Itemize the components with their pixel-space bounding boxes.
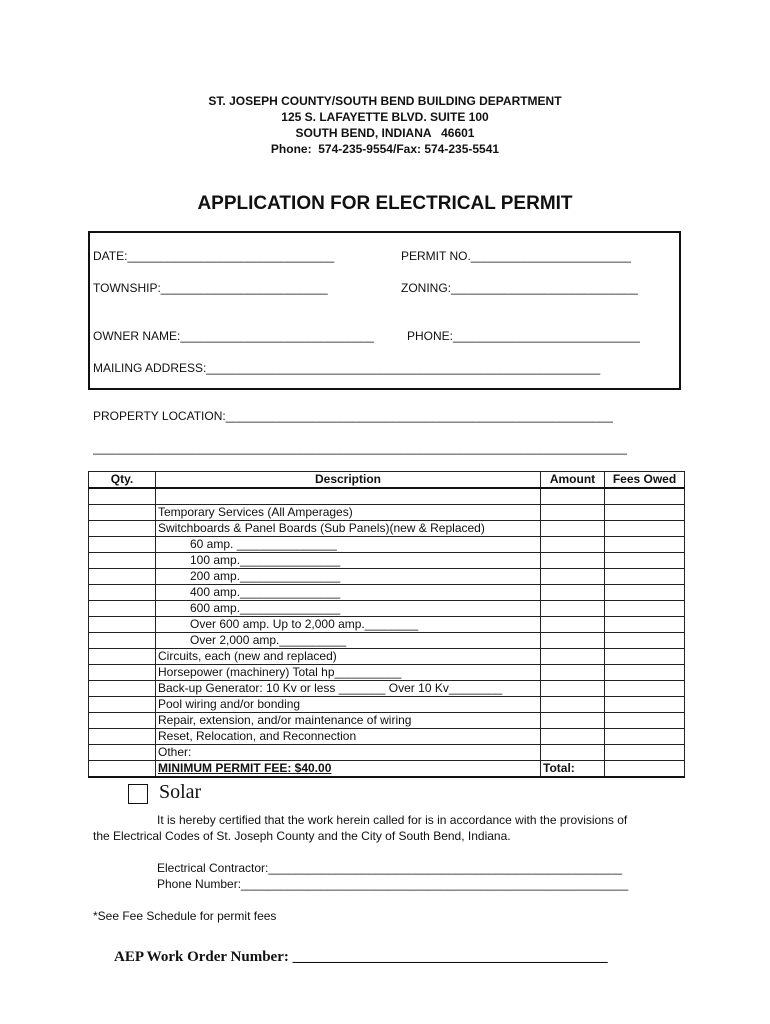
table-row bbox=[89, 713, 685, 729]
cell-qty[interactable] bbox=[89, 601, 156, 617]
table-row bbox=[89, 745, 685, 761]
cell-fees-owed[interactable] bbox=[605, 585, 685, 601]
cell-description: Other: bbox=[156, 745, 541, 761]
certification-line1: It is hereby certified that the work herein called for is in accordance with the provisions of bbox=[157, 813, 628, 827]
header-qty: Qty. bbox=[89, 472, 156, 489]
cell-fees-owed[interactable] bbox=[605, 665, 685, 681]
table-row bbox=[89, 601, 685, 617]
aep-work-order-field[interactable]: AEP Work Order Number: __________________________________________ bbox=[114, 949, 608, 965]
cell-description: Circuits, each (new and replaced) bbox=[156, 649, 541, 665]
cell-fees-owed[interactable] bbox=[605, 713, 685, 729]
cell-fees-owed[interactable] bbox=[605, 729, 685, 745]
property-location-field[interactable]: PROPERTY LOCATION:__________________________________________________________ bbox=[93, 409, 613, 423]
cell-qty[interactable] bbox=[89, 585, 156, 601]
cell-description: Over 600 amp. Up to 2,000 amp.________ bbox=[156, 617, 541, 633]
cell-qty[interactable] bbox=[89, 665, 156, 681]
table-row bbox=[89, 681, 685, 697]
header-description: Description bbox=[156, 472, 541, 489]
cell-amount[interactable] bbox=[541, 681, 605, 697]
cell-fees-owed[interactable] bbox=[605, 521, 685, 537]
mailing-address-field[interactable]: MAILING ADDRESS:___________________________________________________________ bbox=[93, 361, 601, 375]
phone-field[interactable]: PHONE:____________________________ bbox=[407, 329, 640, 343]
cell-description: Switchboards & Panel Boards (Sub Panels)(new & Replaced) bbox=[156, 521, 541, 537]
cell-amount[interactable] bbox=[541, 697, 605, 713]
cell-qty[interactable] bbox=[89, 729, 156, 745]
cell-description: 400 amp._______________ bbox=[156, 585, 541, 601]
cell-amount[interactable] bbox=[541, 745, 605, 761]
cell-amount[interactable] bbox=[541, 617, 605, 633]
cell-qty[interactable] bbox=[89, 649, 156, 665]
township-field[interactable]: TOWNSHIP:_________________________ bbox=[93, 281, 328, 295]
table-row bbox=[89, 617, 685, 633]
cell-fees-owed[interactable] bbox=[605, 633, 685, 649]
solar-checkbox[interactable] bbox=[128, 784, 148, 804]
cell-qty[interactable] bbox=[89, 521, 156, 537]
table-row bbox=[89, 729, 685, 745]
cell-description: 600 amp._______________ bbox=[156, 601, 541, 617]
cell-fees-owed[interactable] bbox=[605, 488, 685, 505]
cell-amount[interactable] bbox=[541, 569, 605, 585]
cell-qty[interactable] bbox=[89, 505, 156, 521]
fee-table-header bbox=[89, 472, 685, 489]
cell-description: Over 2,000 amp.__________ bbox=[156, 633, 541, 649]
cell-amount[interactable] bbox=[541, 649, 605, 665]
fee-schedule-note: *See Fee Schedule for permit fees bbox=[93, 909, 277, 923]
cell-fees-owed[interactable] bbox=[605, 601, 685, 617]
table-row bbox=[89, 553, 685, 569]
cell-amount[interactable] bbox=[541, 729, 605, 745]
cell-qty[interactable] bbox=[89, 553, 156, 569]
total-label: Total: bbox=[541, 761, 605, 778]
cell-qty[interactable] bbox=[89, 713, 156, 729]
header-fees-owed: Fees Owed bbox=[605, 472, 685, 489]
solar-label: Solar bbox=[159, 781, 202, 803]
table-row bbox=[89, 665, 685, 681]
permit-no-field[interactable]: PERMIT NO.________________________ bbox=[401, 249, 631, 263]
table-row bbox=[89, 569, 685, 585]
cell-amount[interactable] bbox=[541, 553, 605, 569]
cell-qty[interactable] bbox=[89, 681, 156, 697]
property-location-line2[interactable]: ________________________________________________________________________________ bbox=[93, 441, 627, 455]
cell-description: Repair, extension, and/or maintenance of wiring bbox=[156, 713, 541, 729]
cell-qty[interactable] bbox=[89, 633, 156, 649]
date-field[interactable]: DATE:_______________________________ bbox=[93, 249, 335, 263]
cell-qty[interactable] bbox=[89, 537, 156, 553]
zoning-field[interactable]: ZONING:____________________________ bbox=[401, 281, 638, 295]
cell-amount[interactable] bbox=[541, 521, 605, 537]
owner-name-field[interactable]: OWNER NAME:_____________________________ bbox=[93, 329, 374, 343]
fee-table bbox=[88, 471, 685, 778]
cell-fees-owed[interactable] bbox=[605, 537, 685, 553]
table-row bbox=[89, 505, 685, 521]
cell-fees-owed[interactable] bbox=[605, 569, 685, 585]
electrical-contractor-field[interactable]: Electrical Contractor:_____________________________________________________ bbox=[157, 861, 623, 875]
cell-fees-owed[interactable] bbox=[605, 697, 685, 713]
cell-qty[interactable] bbox=[89, 569, 156, 585]
cell-amount[interactable] bbox=[541, 665, 605, 681]
cell-fees-owed[interactable] bbox=[605, 745, 685, 761]
total-fees-owed[interactable] bbox=[605, 761, 685, 778]
cell-qty[interactable] bbox=[89, 761, 156, 778]
cell-amount[interactable] bbox=[541, 585, 605, 601]
cell-amount[interactable] bbox=[541, 713, 605, 729]
cell-qty[interactable] bbox=[89, 488, 156, 505]
cell-amount[interactable] bbox=[541, 601, 605, 617]
dept-city: SOUTH BEND, INDIANA 46601 bbox=[295, 126, 475, 140]
cell-description: Reset, Relocation, and Reconnection bbox=[156, 729, 541, 745]
header-amount: Amount bbox=[541, 472, 605, 489]
cell-qty[interactable] bbox=[89, 745, 156, 761]
cell-description bbox=[156, 488, 541, 505]
cell-description: Temporary Services (All Amperages) bbox=[156, 505, 541, 521]
table-row bbox=[89, 521, 685, 537]
cell-fees-owed[interactable] bbox=[605, 649, 685, 665]
cell-amount[interactable] bbox=[541, 537, 605, 553]
cell-description: 200 amp._______________ bbox=[156, 569, 541, 585]
dept-name: ST. JOSEPH COUNTY/SOUTH BEND BUILDING DEPARTMENT bbox=[208, 94, 562, 108]
cell-qty[interactable] bbox=[89, 697, 156, 713]
table-row-total bbox=[89, 761, 685, 778]
cell-amount[interactable] bbox=[541, 505, 605, 521]
cell-amount[interactable] bbox=[541, 633, 605, 649]
cell-fees-owed[interactable] bbox=[605, 505, 685, 521]
table-row bbox=[89, 585, 685, 601]
cell-fees-owed[interactable] bbox=[605, 681, 685, 697]
table-row bbox=[89, 633, 685, 649]
cell-description: 100 amp._______________ bbox=[156, 553, 541, 569]
minimum-fee-label: MINIMUM PERMIT FEE: $40.00 bbox=[156, 761, 541, 778]
dept-address: 125 S. LAFAYETTE BLVD. SUITE 100 bbox=[281, 110, 489, 124]
table-row bbox=[89, 649, 685, 665]
table-row bbox=[89, 537, 685, 553]
cell-description: Horsepower (machinery) Total hp__________ bbox=[156, 665, 541, 681]
table-row bbox=[89, 488, 685, 505]
table-row bbox=[89, 697, 685, 713]
cell-description: Pool wiring and/or bonding bbox=[156, 697, 541, 713]
cell-qty[interactable] bbox=[89, 617, 156, 633]
cell-fees-owed[interactable] bbox=[605, 617, 685, 633]
certification-line2: the Electrical Codes of St. Joseph County and the City of South Bend, Indiana. bbox=[93, 829, 511, 843]
contractor-phone-field[interactable]: Phone Number:__________________________________________________________ bbox=[157, 877, 629, 891]
dept-phone: Phone: 574-235-9554/Fax: 574-235-5541 bbox=[270, 142, 500, 156]
page-title: APPLICATION FOR ELECTRICAL PERMIT bbox=[197, 193, 573, 214]
cell-fees-owed[interactable] bbox=[605, 553, 685, 569]
cell-amount[interactable] bbox=[541, 488, 605, 505]
cell-description: Back-up Generator: 10 Kv or less _______ Over 10 Kv________ bbox=[156, 681, 541, 697]
cell-description: 60 amp. _______________ bbox=[156, 537, 541, 553]
